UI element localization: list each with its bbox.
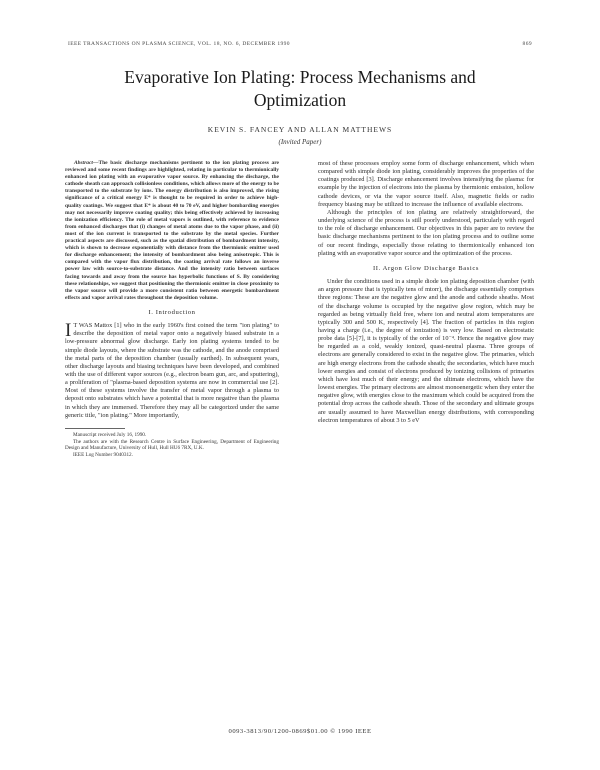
- title-line-2: Optimization: [253, 90, 347, 110]
- footnote-divider: [65, 428, 125, 429]
- page-number: 869: [522, 41, 532, 47]
- footnote-received: Manuscript received July 16, 1990.: [73, 431, 147, 438]
- journal-citation: IEEE TRANSACTIONS ON PLASMA SCIENCE, VOL. 18, NO. 6, DECEMBER 1990: [68, 41, 290, 47]
- paper-title: [40, 66, 560, 112]
- intro-text: the term "ion plating" to describe the deposition of metal vapor onto a negatively biased substrate in a low-pressure abnormal glow discharge. Early ion plating systems tended to be simple diode layouts, where the substrate was the cathode, and the anode comprised the metal parts of the deposition chamber (usually earthed). In subsequent years, other discharge layouts and biasing techniques have been developed, and combined with the use of different vapor sources (e.g., electron beam gun, arc, and sputtering), a proliferation of "plasma-based deposition systems are now in commercial use [2]. Most of these systems involve the transfer of metal vapor through a plasma to deposit onto substrates which have a potential that is more negative than the plasma in which they are immersed. Therefore they may all be categorized under the same generic title, "ion plating." More importantly,: [65, 322, 279, 419]
- footnote-affiliation: The authors are with the Research Centre in Surface Engineering, Department of Engineering Design and Manufacture, University of Hull, Hull HU6 7RX, U.K.: [65, 438, 279, 452]
- body-paragraph-1: most of these processes employ some form of discharge enhancement, which when compared with simple diode ion plating, considerably improves the properties of the coatings produced [3]. Discharge enhancement involves intensifying the plasma: for example by the injection of electrons into the plasma by thermionic emission, hollow cathode devices, or via the vapor source itself. Also, magnetic fields or radio frequency biasing may be utilized to increase the influence of available electrons.: [318, 160, 534, 208]
- body-paragraph-3: Under the conditions used in a simple diode ion plating deposition chamber (with an argon pressure that is typically tens of mtorr), the discharge essentially comprises three regions: These are the negative glow and the anode and cathode sheaths. Most of the discharge volume is occupied by the negative glow region, which may be regarded as being virtually field free, where ion and neutral atom temperatures are typically 300 and 500 K, respectively [4]. The fraction of particles in this region having a charge (i.e., the degree of ionization) is very low. Based on electrostatic probe data [5]-[7], it is typically of the order of 10⁻⁴. Hence the negative glow may be regarded as a cold, weakly ionized, quasi-neutral plasma. Three groups of electrons are generally considered to exist in the negative glow. The primaries, which are high energy electrons from the cathode sheath; the secondaries, which have much lower energies and consist of electrons produced by ionizing collisions of primaries which have lost much of their energy; and the ultimate electrons, which have the lowest energies. The primary electrons are almost monoenergetic when they enter the negative glow, with energies close to the maximum which could be acquired from the potential drop across the cathode sheath. Those of the secondary and ultimate groups are usually assumed to have Maxwellian energy distributions, with corresponding electron temperatures of about 3 to 5 eV: [318, 278, 534, 424]
- copyright-line: 0093-3813/90/1200-0869$01.00 © 1990 IEEE: [228, 728, 372, 735]
- right-column: [318, 160, 534, 425]
- title-line-1: Evaporative Ion Plating: Process Mechanisms and: [124, 67, 476, 87]
- abstract-text: The basic discharge mechanisms pertinent to the ion plating process are reviewed and some recent findings are highlighted, relating in particular to thermionically enhanced ion plating with an evaporative vapor source. By enhancing the discharge, the cathode sheath can approach collisionless conditions, which allows more of the energy to be transported to the substrate by ions. The energy distribution is also improved, the rising significance of a critical energy E* is thought to be required in order to achieve high-quality coatings. We suggest that E* is about 40 to 70 eV, and higher bombarding energies may not necessarily improve coating quality; this being effectively achieved by increasing the ionization efficiency. The role of metal vapors is outlined, with reference to evidence from enhanced discharges that (i) changes of metal atoms due to the vapor phase, and (ii) most of the ion current is transported to the substrate by the metal species. Further practical aspects are discussed, such as the spatial distribution of bombardment intensity, which is shown to decrease exponentially with distance from the thermionic emitter used for discharge enhancement; the intensity of bombardment also being anisotropic. This is compared with the vapor flux distribution, the coating arrival rate follows an inverse power law with source-to-substrate distance. And the intensity ratio between surfaces facing towards and away from the source has hyperbolic functions of S. By considering these relationships, we suggest that positioning the thermionic emitter in close proximity to the vapor source will provide a more consistent ratio between energetic bombardment effects and vapor arrival rates throughout the deposition volume.: [65, 160, 279, 301]
- drop-cap: I: [65, 320, 72, 342]
- abstract: [65, 160, 279, 302]
- section-heading-argon-glow: II. Argon Glow Discharge Basics: [372, 264, 480, 272]
- section-heading-introduction: I. Introduction: [148, 308, 196, 316]
- paper-type: (Invited Paper): [278, 138, 322, 146]
- intro-paragraph: [65, 322, 279, 420]
- left-column: [65, 160, 279, 458]
- running-head: [68, 41, 532, 47]
- body-paragraph-2: Although the principles of ion plating are relatively straightforward, the underlying science of the process is still poorly understood, particularly with regard to the role of discharge enhancement. Our objectives in this paper are to review the basic discharge mechanisms pertinent to the ion plating process and to outline some of our recent findings, especially those relating to thermionically enhanced ion plating with an evaporative vapor source and the optimization of the process.: [318, 208, 534, 257]
- authors: KEVIN S. FANCEY AND ALLAN MATTHEWS: [207, 125, 393, 134]
- footnotes: [65, 432, 279, 458]
- abstract-label: Abstract—: [74, 160, 99, 166]
- footnote-log-number: IEEE Log Number 9040312.: [73, 451, 133, 458]
- intro-lead: T WAS Mattox [1] who in the early 1960's first coined: [73, 322, 215, 330]
